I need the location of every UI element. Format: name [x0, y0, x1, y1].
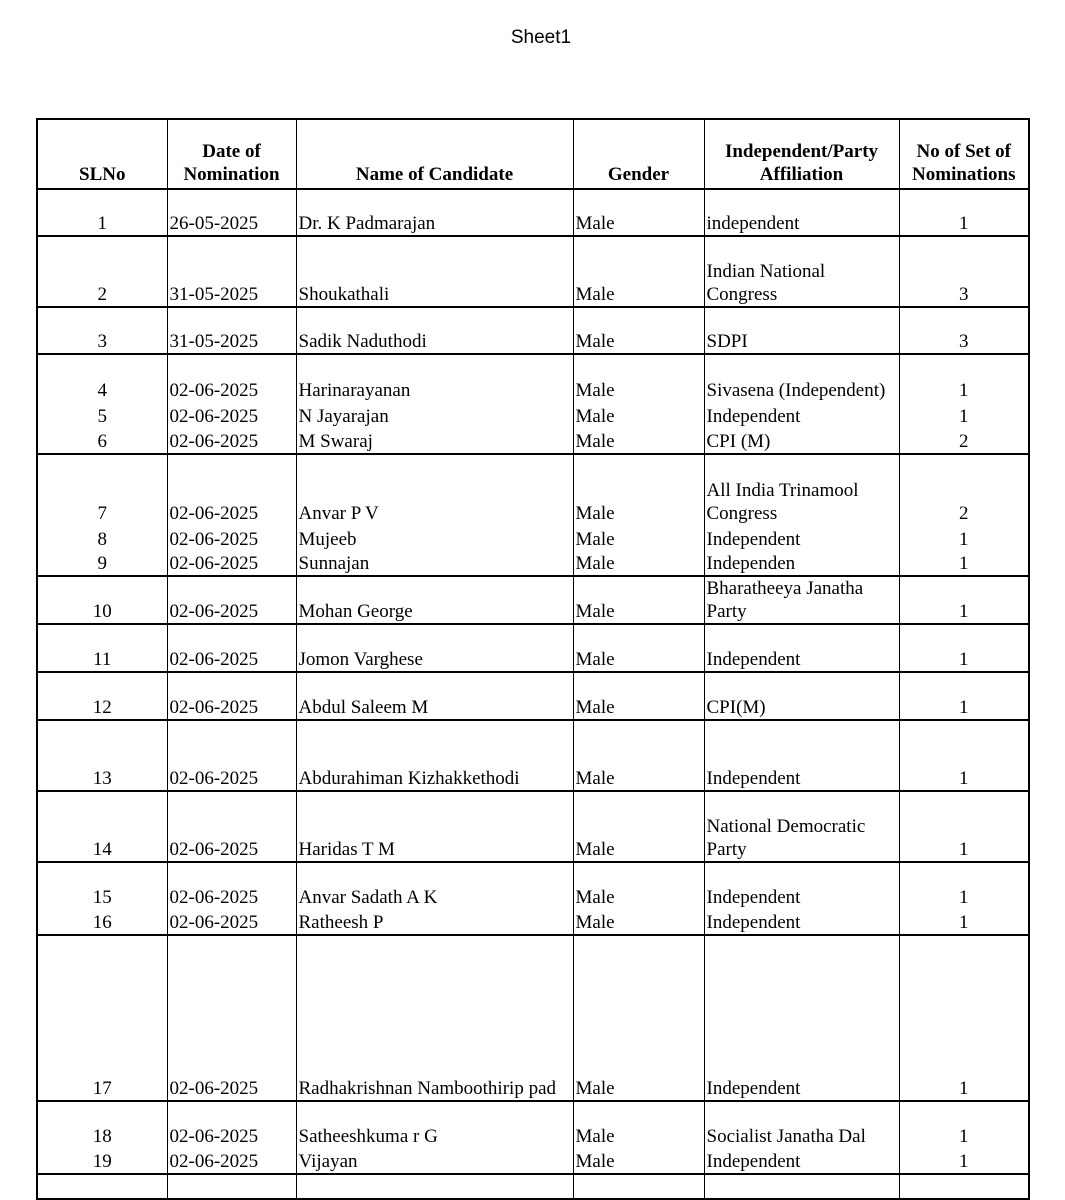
- cell-sets: 1: [899, 525, 1029, 551]
- cell-sets: 1: [899, 402, 1029, 428]
- cell-sets: 1: [899, 672, 1029, 720]
- cell-sets: 3: [899, 236, 1029, 307]
- cell-gender: Male: [573, 935, 704, 1101]
- cell-affiliation: Independent: [704, 624, 899, 672]
- cell-slno: 13: [37, 720, 167, 791]
- cell-slno: 9: [37, 551, 167, 576]
- cell-date: 02-06-2025: [167, 402, 296, 428]
- cell-affiliation: SDPI: [704, 307, 899, 354]
- cell-gender: Male: [573, 525, 704, 551]
- cell-gender: Male: [573, 791, 704, 862]
- cell-sets: 1: [899, 909, 1029, 935]
- cell-sets: 1: [899, 354, 1029, 402]
- cell-gender: Male: [573, 189, 704, 236]
- cell-candidate-name: M Swaraj: [296, 428, 573, 454]
- table-row: [37, 791, 1029, 862]
- cell-slno: 19: [37, 1148, 167, 1174]
- cell-date: 02-06-2025: [167, 935, 296, 1101]
- header-name: Name of Candidate: [296, 119, 573, 189]
- table-row: [37, 354, 1029, 402]
- cell-candidate-name: Shoukathali: [296, 236, 573, 307]
- cell-affiliation: Independent: [704, 909, 899, 935]
- cell-candidate-name: Harinarayanan: [296, 354, 573, 402]
- cell-date: 26-05-2025: [167, 189, 296, 236]
- cell-candidate-name: Jomon Varghese: [296, 624, 573, 672]
- cell-candidate-name: Mohan George: [296, 576, 573, 624]
- empty-cell: [704, 1174, 899, 1199]
- header-slno: SLNo: [37, 119, 167, 189]
- cell-candidate-name: Satheeshkuma r G: [296, 1101, 573, 1148]
- cell-slno: 11: [37, 624, 167, 672]
- cell-candidate-name: Abdul Saleem M: [296, 672, 573, 720]
- cell-slno: 3: [37, 307, 167, 354]
- cell-date: 02-06-2025: [167, 576, 296, 624]
- cell-gender: Male: [573, 909, 704, 935]
- table-row: [37, 720, 1029, 791]
- header-row: [37, 119, 1029, 189]
- empty-cell: [37, 1174, 167, 1199]
- cell-affiliation: All India Trinamool Congress: [704, 454, 899, 525]
- cell-affiliation: Bharatheeya Janatha Party: [704, 576, 899, 624]
- cell-affiliation: Independent: [704, 1148, 899, 1174]
- cell-date: 02-06-2025: [167, 428, 296, 454]
- cell-sets: 1: [899, 551, 1029, 576]
- cell-sets: 1: [899, 576, 1029, 624]
- empty-row: [37, 1174, 1029, 1199]
- table-row: [37, 189, 1029, 236]
- cell-candidate-name: Abdurahiman Kizhakkethodi: [296, 720, 573, 791]
- cell-sets: 2: [899, 454, 1029, 525]
- header-gender: Gender: [573, 119, 704, 189]
- cell-sets: 1: [899, 624, 1029, 672]
- cell-slno: 2: [37, 236, 167, 307]
- cell-affiliation: Indian National Congress: [704, 236, 899, 307]
- header-sets: No of Set of Nominations: [899, 119, 1029, 189]
- table-row: [37, 402, 1029, 428]
- cell-affiliation: Independen: [704, 551, 899, 576]
- cell-affiliation: National Democratic Party: [704, 791, 899, 862]
- sheet-title: Sheet1: [510, 27, 572, 48]
- cell-gender: Male: [573, 576, 704, 624]
- cell-gender: Male: [573, 720, 704, 791]
- cell-date: 02-06-2025: [167, 454, 296, 525]
- cell-date: 02-06-2025: [167, 1101, 296, 1148]
- cell-affiliation: CPI(M): [704, 672, 899, 720]
- cell-slno: 18: [37, 1101, 167, 1148]
- cell-candidate-name: Anvar Sadath A K: [296, 862, 573, 909]
- cell-slno: 6: [37, 428, 167, 454]
- cell-affiliation: Independent: [704, 935, 899, 1101]
- cell-date: 02-06-2025: [167, 791, 296, 862]
- cell-date: 02-06-2025: [167, 624, 296, 672]
- table-row: [37, 525, 1029, 551]
- table-row: [37, 307, 1029, 354]
- empty-cell: [899, 1174, 1029, 1199]
- table-row: [37, 1148, 1029, 1174]
- cell-gender: Male: [573, 428, 704, 454]
- cell-slno: 17: [37, 935, 167, 1101]
- cell-candidate-name: Sunnajan: [296, 551, 573, 576]
- cell-slno: 15: [37, 862, 167, 909]
- table-row: [37, 672, 1029, 720]
- cell-candidate-name: Ratheesh P: [296, 909, 573, 935]
- cell-sets: 1: [899, 720, 1029, 791]
- cell-affiliation: CPI (M): [704, 428, 899, 454]
- cell-gender: Male: [573, 1148, 704, 1174]
- cell-affiliation: independent: [704, 189, 899, 236]
- cell-candidate-name: Radhakrishnan Namboothirip pad: [296, 935, 573, 1101]
- cell-slno: 8: [37, 525, 167, 551]
- table-row: [37, 935, 1029, 1101]
- cell-affiliation: Independent: [704, 525, 899, 551]
- table-row: [37, 236, 1029, 307]
- cell-slno: 16: [37, 909, 167, 935]
- table-row: [37, 624, 1029, 672]
- table-row: [37, 428, 1029, 454]
- cell-sets: 3: [899, 307, 1029, 354]
- cell-date: 31-05-2025: [167, 236, 296, 307]
- cell-candidate-name: Dr. K Padmarajan: [296, 189, 573, 236]
- cell-gender: Male: [573, 862, 704, 909]
- cell-sets: 1: [899, 189, 1029, 236]
- cell-affiliation: Independent: [704, 720, 899, 791]
- cell-gender: Male: [573, 551, 704, 576]
- cell-sets: 1: [899, 1101, 1029, 1148]
- cell-date: 02-06-2025: [167, 909, 296, 935]
- cell-gender: Male: [573, 624, 704, 672]
- cell-candidate-name: Mujeeb: [296, 525, 573, 551]
- header-date: Date of Nomination: [167, 119, 296, 189]
- cell-date: 31-05-2025: [167, 307, 296, 354]
- empty-cell: [573, 1174, 704, 1199]
- cell-gender: Male: [573, 1101, 704, 1148]
- cell-sets: 1: [899, 935, 1029, 1101]
- cell-sets: 1: [899, 862, 1029, 909]
- cell-gender: Male: [573, 307, 704, 354]
- cell-slno: 7: [37, 454, 167, 525]
- empty-cell: [167, 1174, 296, 1199]
- cell-sets: 2: [899, 428, 1029, 454]
- cell-affiliation: Independent: [704, 402, 899, 428]
- cell-candidate-name: N Jayarajan: [296, 402, 573, 428]
- cell-slno: 1: [37, 189, 167, 236]
- empty-cell: [296, 1174, 573, 1199]
- cell-slno: 12: [37, 672, 167, 720]
- cell-date: 02-06-2025: [167, 672, 296, 720]
- cell-slno: 4: [37, 354, 167, 402]
- cell-slno: 14: [37, 791, 167, 862]
- cell-affiliation: Socialist Janatha Dal: [704, 1101, 899, 1148]
- cell-gender: Male: [573, 672, 704, 720]
- table-row: [37, 1101, 1029, 1148]
- cell-date: 02-06-2025: [167, 1148, 296, 1174]
- cell-gender: Male: [573, 454, 704, 525]
- cell-candidate-name: Haridas T M: [296, 791, 573, 862]
- cell-sets: 1: [899, 1148, 1029, 1174]
- cell-gender: Male: [573, 402, 704, 428]
- table-row: [37, 454, 1029, 525]
- cell-slno: 10: [37, 576, 167, 624]
- cell-date: 02-06-2025: [167, 720, 296, 791]
- cell-date: 02-06-2025: [167, 354, 296, 402]
- cell-sets: 1: [899, 791, 1029, 862]
- cell-candidate-name: Vijayan: [296, 1148, 573, 1174]
- table-row: [37, 909, 1029, 935]
- header-affiliation: Independent/Party Affiliation: [704, 119, 899, 189]
- cell-gender: Male: [573, 354, 704, 402]
- table-row: [37, 862, 1029, 909]
- cell-candidate-name: Anvar P V: [296, 454, 573, 525]
- cell-gender: Male: [573, 236, 704, 307]
- cell-slno: 5: [37, 402, 167, 428]
- table-row: [37, 576, 1029, 624]
- cell-affiliation: Independent: [704, 862, 899, 909]
- cell-date: 02-06-2025: [167, 525, 296, 551]
- table-row: [37, 551, 1029, 576]
- cell-candidate-name: Sadik Naduthodi: [296, 307, 573, 354]
- cell-date: 02-06-2025: [167, 862, 296, 909]
- nominations-table: [36, 118, 1030, 1200]
- cell-date: 02-06-2025: [167, 551, 296, 576]
- cell-affiliation: Sivasena (Independent): [704, 354, 899, 402]
